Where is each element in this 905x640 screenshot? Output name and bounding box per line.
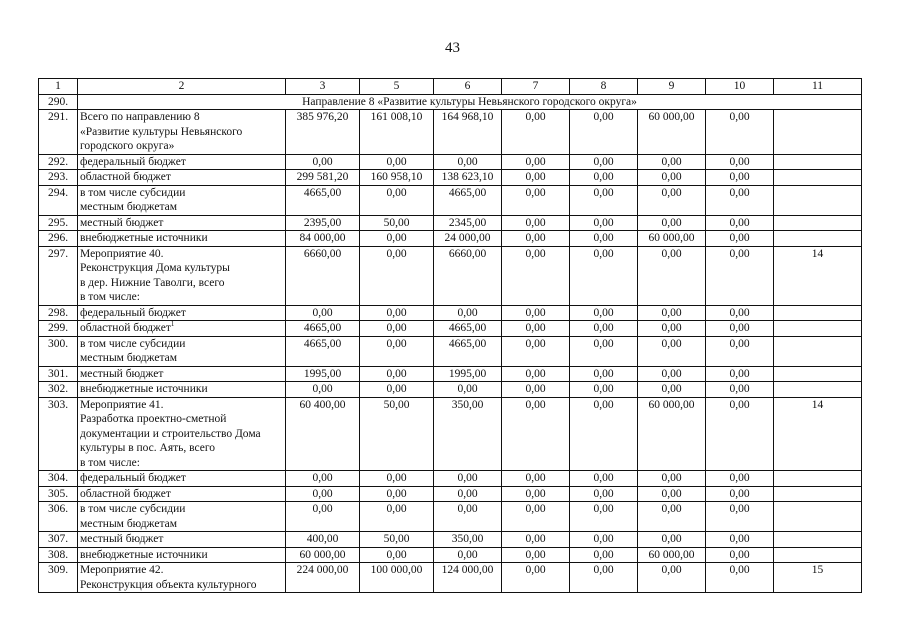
col-8-value: 0,00 — [570, 110, 638, 155]
col-10-value: 0,00 — [706, 336, 774, 366]
col-10-value: 0,00 — [706, 154, 774, 170]
column-header: 10 — [706, 79, 774, 95]
col-3-value: 4665,00 — [286, 336, 360, 366]
col-8-value: 0,00 — [570, 486, 638, 502]
col-8-value: 0,00 — [570, 471, 638, 487]
col-5-value: 161 008,10 — [360, 110, 434, 155]
col-9-value: 0,00 — [638, 154, 706, 170]
col-7-value: 0,00 — [502, 321, 570, 337]
col-10-value: 0,00 — [706, 397, 774, 471]
row-number: 304. — [39, 471, 78, 487]
col-8-value: 0,00 — [570, 397, 638, 471]
col-6-value: 138 623,10 — [434, 170, 502, 186]
row-name — [78, 231, 286, 247]
row-name-text: в том числе субсидии местным бюджетам — [80, 503, 186, 530]
col-5-value: 0,00 — [360, 547, 434, 563]
column-header: 11 — [774, 79, 862, 95]
row-name-text: местный бюджет — [80, 216, 164, 229]
col-5-value: 50,00 — [360, 215, 434, 231]
col-3-value: 84 000,00 — [286, 231, 360, 247]
table-row — [39, 215, 862, 231]
col-6-value: 0,00 — [434, 547, 502, 563]
col-10-value: 0,00 — [706, 502, 774, 532]
col-6-value: 4665,00 — [434, 185, 502, 215]
col-11-value — [774, 366, 862, 382]
col-3-value: 385 976,20 — [286, 110, 360, 155]
col-10-value: 0,00 — [706, 110, 774, 155]
table-row — [39, 532, 862, 548]
row-name-text: внебюджетные источники — [80, 383, 208, 395]
table-row — [39, 366, 862, 382]
col-5-value: 0,00 — [360, 502, 434, 532]
col-3-value: 0,00 — [286, 154, 360, 170]
col-11-value — [774, 532, 862, 548]
col-11-value — [774, 382, 862, 398]
row-name — [78, 246, 286, 305]
column-header: 9 — [638, 79, 706, 95]
col-5-value: 0,00 — [360, 154, 434, 170]
row-number: 291. — [39, 110, 78, 155]
row-name — [78, 471, 286, 487]
col-5-value: 160 958,10 — [360, 170, 434, 186]
row-name — [78, 532, 286, 548]
table-row — [39, 397, 862, 471]
col-7-value: 0,00 — [502, 502, 570, 532]
row-name-text: Мероприятие 40. Реконструкция Дома культуры в дер. Нижние Таволги, всего в том числе: — [80, 247, 230, 303]
row-name-text: внебюджетные источники — [80, 548, 208, 561]
row-name — [78, 486, 286, 502]
col-8-value: 0,00 — [570, 382, 638, 398]
col-3-value: 0,00 — [286, 471, 360, 487]
col-8-value: 0,00 — [570, 502, 638, 532]
col-11-value — [774, 486, 862, 502]
table-row — [39, 246, 862, 305]
col-6-value: 350,00 — [434, 397, 502, 471]
col-7-value: 0,00 — [502, 397, 570, 471]
row-name-text: в том числе субсидии местным бюджетам — [80, 186, 186, 213]
column-header: 6 — [434, 79, 502, 95]
col-3-value: 60 400,00 — [286, 397, 360, 471]
table-row — [39, 231, 862, 247]
col-6-value: 2345,00 — [434, 215, 502, 231]
row-number: 306. — [39, 502, 78, 532]
col-9-value: 60 000,00 — [638, 547, 706, 563]
table-row — [39, 170, 862, 186]
col-6-value: 1995,00 — [434, 366, 502, 382]
row-number: 308. — [39, 547, 78, 563]
row-name — [78, 185, 286, 215]
row-name — [78, 547, 286, 563]
budget-table — [38, 78, 862, 593]
row-name — [78, 336, 286, 366]
row-name — [78, 154, 286, 170]
col-8-value: 0,00 — [570, 231, 638, 247]
table-row — [39, 382, 862, 398]
col-5-value: 0,00 — [360, 321, 434, 337]
col-5-value: 0,00 — [360, 305, 434, 321]
col-8-value: 0,00 — [570, 366, 638, 382]
col-5-value: 50,00 — [360, 532, 434, 548]
col-11-value — [774, 170, 862, 186]
col-7-value: 0,00 — [502, 563, 570, 593]
row-name — [78, 110, 286, 155]
col-9-value: 0,00 — [638, 532, 706, 548]
row-name-text: федеральный бюджет — [80, 155, 186, 168]
col-11-value — [774, 110, 862, 155]
col-11-value — [774, 502, 862, 532]
col-7-value: 0,00 — [502, 246, 570, 305]
row-name-text: внебюджетные источники — [80, 232, 208, 244]
col-9-value: 0,00 — [638, 305, 706, 321]
row-name-text: местный бюджет — [80, 533, 164, 545]
col-3-value: 4665,00 — [286, 185, 360, 215]
col-7-value: 0,00 — [502, 382, 570, 398]
column-header: 7 — [502, 79, 570, 95]
row-name — [78, 321, 286, 337]
col-5-value: 0,00 — [360, 185, 434, 215]
col-10-value: 0,00 — [706, 215, 774, 231]
row-name — [78, 502, 286, 532]
table-row — [39, 321, 862, 337]
row-number: 296. — [39, 231, 78, 247]
col-9-value: 60 000,00 — [638, 231, 706, 247]
row-name-text: областной бюджет — [80, 487, 171, 500]
col-11-value — [774, 336, 862, 366]
col-11-value — [774, 185, 862, 215]
row-number: 295. — [39, 215, 78, 231]
table-row — [39, 154, 862, 170]
row-name-text: Мероприятие 41. Разработка проектно-сметной документации и строительство Дома культуры в пос. Аять, всего в том числе: — [80, 398, 261, 469]
col-3-value: 299 581,20 — [286, 170, 360, 186]
row-name-text: федеральный бюджет — [80, 472, 186, 484]
col-6-value: 0,00 — [434, 502, 502, 532]
col-7-value: 0,00 — [502, 336, 570, 366]
col-9-value: 60 000,00 — [638, 397, 706, 471]
table-row — [39, 185, 862, 215]
column-header: 8 — [570, 79, 638, 95]
row-name — [78, 382, 286, 398]
col-3-value: 6660,00 — [286, 246, 360, 305]
col-5-value: 100 000,00 — [360, 563, 434, 593]
row-name-text: федеральный бюджет — [80, 306, 186, 319]
col-7-value: 0,00 — [502, 366, 570, 382]
col-7-value: 0,00 — [502, 486, 570, 502]
col-8-value: 0,00 — [570, 246, 638, 305]
col-5-value: 0,00 — [360, 382, 434, 398]
table-row — [39, 502, 862, 532]
col-7-value: 0,00 — [502, 185, 570, 215]
col-5-value: 0,00 — [360, 366, 434, 382]
col-6-value: 350,00 — [434, 532, 502, 548]
col-5-value: 50,00 — [360, 397, 434, 471]
col-9-value: 0,00 — [638, 336, 706, 366]
col-8-value: 0,00 — [570, 215, 638, 231]
table-row — [39, 336, 862, 366]
col-8-value: 0,00 — [570, 336, 638, 366]
col-7-value: 0,00 — [502, 471, 570, 487]
row-name — [78, 215, 286, 231]
column-header: 5 — [360, 79, 434, 95]
col-10-value: 0,00 — [706, 305, 774, 321]
row-name-text: областной бюджет — [80, 171, 171, 183]
col-9-value: 0,00 — [638, 502, 706, 532]
table-row — [39, 110, 862, 155]
row-name — [78, 366, 286, 382]
table-row — [39, 471, 862, 487]
col-6-value: 124 000,00 — [434, 563, 502, 593]
col-7-value: 0,00 — [502, 231, 570, 247]
section-title: Направление 8 «Развитие культуры Невьянского городского округа» — [78, 94, 862, 110]
col-10-value: 0,00 — [706, 246, 774, 305]
col-3-value: 0,00 — [286, 502, 360, 532]
col-3-value: 0,00 — [286, 382, 360, 398]
section-row — [39, 94, 862, 110]
row-number: 309. — [39, 563, 78, 593]
col-11-value — [774, 321, 862, 337]
col-5-value: 0,00 — [360, 246, 434, 305]
col-10-value: 0,00 — [706, 563, 774, 593]
table-row — [39, 486, 862, 502]
col-8-value: 0,00 — [570, 532, 638, 548]
col-9-value: 0,00 — [638, 246, 706, 305]
column-header: 1 — [39, 79, 78, 95]
col-7-value: 0,00 — [502, 170, 570, 186]
column-header: 2 — [78, 79, 286, 95]
col-3-value: 400,00 — [286, 532, 360, 548]
row-number: 290. — [39, 94, 78, 110]
column-header: 3 — [286, 79, 360, 95]
col-3-value: 1995,00 — [286, 366, 360, 382]
row-number: 293. — [39, 170, 78, 186]
row-number: 294. — [39, 185, 78, 215]
col-9-value: 0,00 — [638, 185, 706, 215]
col-7-value: 0,00 — [502, 215, 570, 231]
col-11-value — [774, 154, 862, 170]
col-10-value: 0,00 — [706, 471, 774, 487]
col-6-value: 0,00 — [434, 471, 502, 487]
row-number: 299. — [39, 321, 78, 337]
col-9-value: 0,00 — [638, 563, 706, 593]
col-9-value: 0,00 — [638, 471, 706, 487]
col-10-value: 0,00 — [706, 321, 774, 337]
row-number: 307. — [39, 532, 78, 548]
col-10-value: 0,00 — [706, 486, 774, 502]
table-row — [39, 305, 862, 321]
col-8-value: 0,00 — [570, 170, 638, 186]
row-name-text: местный бюджет — [80, 367, 164, 380]
col-10-value: 0,00 — [706, 231, 774, 247]
col-6-value: 0,00 — [434, 305, 502, 321]
col-11-value — [774, 547, 862, 563]
col-7-value: 0,00 — [502, 154, 570, 170]
col-3-value: 60 000,00 — [286, 547, 360, 563]
col-8-value: 0,00 — [570, 321, 638, 337]
col-8-value: 0,00 — [570, 563, 638, 593]
col-7-value: 0,00 — [502, 305, 570, 321]
row-name-text: в том числе субсидии местным бюджетам — [80, 337, 186, 364]
col-9-value: 0,00 — [638, 382, 706, 398]
col-11-value: 15 — [774, 563, 862, 593]
row-name — [78, 305, 286, 321]
row-name — [78, 170, 286, 186]
col-5-value: 0,00 — [360, 486, 434, 502]
page-number: 43 — [445, 40, 460, 56]
col-5-value: 0,00 — [360, 471, 434, 487]
col-9-value: 0,00 — [638, 215, 706, 231]
col-11-value — [774, 305, 862, 321]
col-6-value: 4665,00 — [434, 336, 502, 366]
col-6-value: 164 968,10 — [434, 110, 502, 155]
row-name — [78, 397, 286, 471]
col-10-value: 0,00 — [706, 366, 774, 382]
col-6-value: 0,00 — [434, 486, 502, 502]
row-number: 302. — [39, 382, 78, 398]
col-8-value: 0,00 — [570, 547, 638, 563]
row-number: 297. — [39, 246, 78, 305]
col-9-value: 0,00 — [638, 321, 706, 337]
row-number: 300. — [39, 336, 78, 366]
col-7-value: 0,00 — [502, 532, 570, 548]
col-10-value: 0,00 — [706, 382, 774, 398]
col-8-value: 0,00 — [570, 305, 638, 321]
row-name-text: Всего по направлению 8 «Развитие культуры Невьянского городского округа» — [80, 111, 243, 152]
footnote-marker: 1 — [170, 320, 175, 329]
col-11-value: 14 — [774, 246, 862, 305]
col-11-value: 14 — [774, 397, 862, 471]
row-number: 292. — [39, 154, 78, 170]
row-number: 301. — [39, 366, 78, 382]
col-9-value: 60 000,00 — [638, 110, 706, 155]
row-number: 305. — [39, 486, 78, 502]
col-9-value: 0,00 — [638, 486, 706, 502]
col-3-value: 0,00 — [286, 486, 360, 502]
table-row — [39, 563, 862, 593]
col-11-value — [774, 471, 862, 487]
col-10-value: 0,00 — [706, 532, 774, 548]
col-7-value: 0,00 — [502, 110, 570, 155]
col-6-value: 6660,00 — [434, 246, 502, 305]
col-9-value: 0,00 — [638, 170, 706, 186]
col-7-value: 0,00 — [502, 547, 570, 563]
col-6-value: 24 000,00 — [434, 231, 502, 247]
row-name — [78, 563, 286, 593]
row-name-text: областной бюджет — [80, 322, 171, 334]
row-number: 298. — [39, 305, 78, 321]
col-6-value: 0,00 — [434, 154, 502, 170]
col-5-value: 0,00 — [360, 231, 434, 247]
col-5-value: 0,00 — [360, 336, 434, 366]
col-8-value: 0,00 — [570, 154, 638, 170]
col-11-value — [774, 215, 862, 231]
col-10-value: 0,00 — [706, 170, 774, 186]
col-6-value: 0,00 — [434, 382, 502, 398]
row-number: 303. — [39, 397, 78, 471]
row-name-text: Мероприятие 42. Реконструкция объекта культурного — [80, 564, 257, 591]
col-10-value: 0,00 — [706, 547, 774, 563]
col-9-value: 0,00 — [638, 366, 706, 382]
col-6-value: 4665,00 — [434, 321, 502, 337]
table-row — [39, 547, 862, 563]
col-8-value: 0,00 — [570, 185, 638, 215]
col-11-value — [774, 231, 862, 247]
col-10-value: 0,00 — [706, 185, 774, 215]
column-header-row — [39, 79, 862, 95]
col-3-value: 2395,00 — [286, 215, 360, 231]
col-3-value: 224 000,00 — [286, 563, 360, 593]
col-3-value: 4665,00 — [286, 321, 360, 337]
col-3-value: 0,00 — [286, 305, 360, 321]
